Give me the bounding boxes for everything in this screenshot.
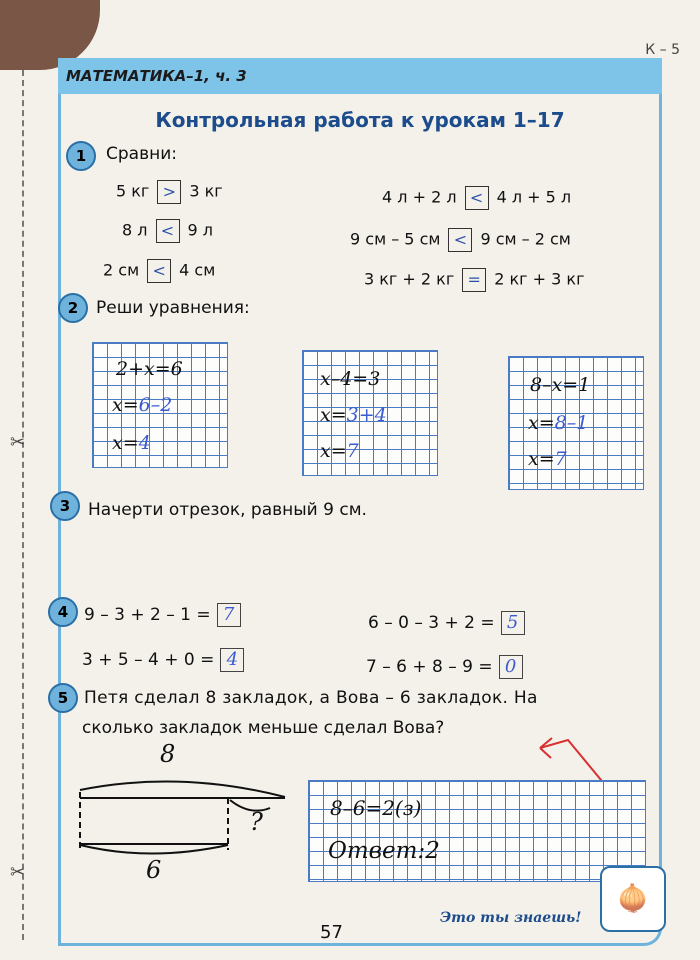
answer-box[interactable]: < bbox=[147, 259, 171, 283]
diagram-brace-bottom bbox=[80, 845, 228, 854]
answer-box[interactable]: < bbox=[448, 228, 472, 252]
page-number: 57 bbox=[320, 922, 343, 943]
compare-row: 4 л + 2 л < 4 л + 5 л bbox=[382, 186, 571, 210]
answer-box[interactable]: > bbox=[157, 180, 181, 204]
arith-row: 7 – 6 + 8 – 9 = 0 bbox=[366, 655, 523, 679]
task-number: 5 bbox=[48, 683, 78, 713]
task-number: 3 bbox=[50, 491, 80, 521]
diagram-brace-top bbox=[80, 781, 285, 797]
equation-line: 2+x=6 bbox=[116, 358, 183, 380]
compare-row: 5 кг > 3 кг bbox=[116, 180, 223, 204]
solution-line: 8–6=2(з) bbox=[330, 796, 422, 820]
diagram-label-diff: ? bbox=[250, 808, 263, 836]
equation-line: 8–x=1 bbox=[530, 374, 591, 396]
answer-box[interactable]: < bbox=[465, 186, 489, 210]
answer-line: Ответ:2 bbox=[328, 838, 440, 864]
footer-caption: Это ты знаешь! bbox=[440, 910, 582, 926]
answer-box[interactable]: < bbox=[156, 219, 180, 243]
equation-line: x=7 bbox=[528, 448, 567, 470]
answer-box[interactable]: 4 bbox=[220, 648, 244, 672]
compare-row: 3 кг + 2 кг = 2 кг + 3 кг bbox=[364, 268, 585, 292]
compare-row: 8 л < 9 л bbox=[122, 219, 213, 243]
header-title: МАТЕМАТИКА–1, ч. 3 bbox=[66, 67, 247, 85]
equation-line: x=6–2 bbox=[112, 394, 173, 416]
equation-line: x=4 bbox=[112, 432, 151, 454]
diagram-label-bottom: 6 bbox=[146, 856, 162, 884]
equation-line: x=8–1 bbox=[528, 412, 589, 434]
answer-box[interactable]: = bbox=[462, 268, 486, 292]
scissors-icon: ✂ bbox=[10, 432, 26, 453]
task-label: Реши уравнения: bbox=[96, 298, 250, 318]
equation-line: x=7 bbox=[320, 440, 359, 462]
page-code: К – 5 bbox=[645, 42, 680, 58]
task-number: 1 bbox=[66, 141, 96, 171]
scissors-icon: ✂ bbox=[10, 862, 26, 883]
equation-line: x–4=3 bbox=[320, 368, 381, 390]
answer-box[interactable]: 5 bbox=[501, 611, 525, 635]
arith-row: 9 – 3 + 2 – 1 = 7 bbox=[84, 603, 241, 627]
answer-box[interactable]: 0 bbox=[499, 655, 523, 679]
arith-row: 6 – 0 – 3 + 2 = 5 bbox=[368, 611, 525, 635]
task-label: Сравни: bbox=[106, 144, 177, 164]
task-number: 2 bbox=[58, 293, 88, 323]
task-label: Начерти отрезок, равный 9 см. bbox=[88, 500, 367, 520]
onion-mascot-icon: 🧅 bbox=[600, 866, 666, 932]
answer-box[interactable]: 7 bbox=[217, 603, 241, 627]
compare-row: 2 см < 4 см bbox=[103, 259, 215, 283]
equation-line: x=3+4 bbox=[320, 404, 387, 426]
diagram-label-top: 8 bbox=[160, 740, 176, 768]
task-text-line: Петя сделал 8 закладок, а Вова – 6 закладок. На bbox=[84, 688, 538, 708]
task-text-line: сколько закладок меньше сделал Вова? bbox=[82, 718, 445, 738]
arith-row: 3 + 5 – 4 + 0 = 4 bbox=[82, 648, 244, 672]
compare-row: 9 см – 5 см < 9 см – 2 см bbox=[350, 228, 571, 252]
task-number: 4 bbox=[48, 597, 78, 627]
page-title: Контрольная работа к урокам 1–17 bbox=[155, 108, 565, 132]
